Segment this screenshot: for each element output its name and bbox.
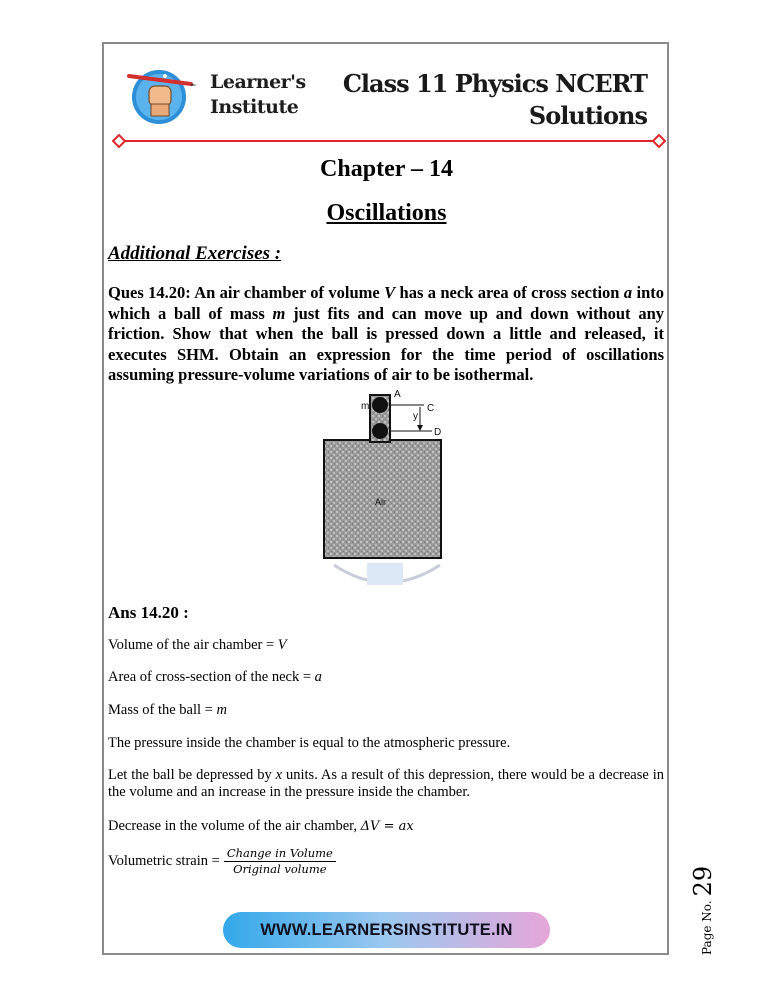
brand-line-2: Institute [210,96,299,118]
label-d: D [434,427,442,438]
section-heading: Additional Exercises : [108,243,282,264]
answer-line-volume: Volume of the air chamber = V [108,637,287,653]
answer-line-volume-decrease: Decrease in the volume of the air chamber, ΔV = ax [108,818,414,834]
header-title-line-1: Class 11 Physics NCERT [342,69,647,98]
brand-line-1: Learner's [210,71,306,93]
answer-line-volumetric-strain: Volumetric strain = $\frac{\text{Change in Volume}}{\text{Original volume}}$ [108,846,336,877]
brand-name [210,70,306,120]
ball-position-d [372,423,388,439]
watermark-block [367,563,403,585]
answer-line-area: Area of cross-section of the neck = a [108,669,322,685]
strain-fraction: $\frac{\text{Change in Volume}}{\text{Original volume}}$ [224,846,336,877]
answer-line-pressure: The pressure inside the chamber is equal to the atmospheric pressure. [108,735,511,751]
header-title-line-2: Solutions [528,101,647,130]
chapter-heading: Chapter – 14 [320,156,453,182]
learners-institute-logo [125,64,197,126]
label-m: m [361,401,370,412]
label-air: Air [375,497,386,507]
answer-line-mass: Mass of the ball = m [108,702,227,718]
answer-heading: Ans 14.20 : [108,603,189,622]
ball-position-a [372,397,388,413]
answer-para-depression: Let the ball be depressed by x units. As a result of this depression, there would be a decrease in the volume and an increase in the pressure inside the chamber. [108,767,664,800]
label-y: y [413,411,418,422]
page-number: Page No.29 [689,865,717,955]
delta-v-formula: ΔV = ax [360,819,414,834]
label-a: A [394,389,401,400]
question-text: Ques 14.20: An air chamber of volume V has a neck area of cross section a into which a ball of mass m just fits and can move up and down without any friction. Show that when the ball is pressed down a little and released, it executes SHM. Obtain an expression for the time period of oscillations assuming pressure-volume variations of air to be isothermal. [108,283,665,384]
website-link[interactable]: WWW.LEARNERSINSTITUTE.IN [223,912,550,948]
air-chamber-figure [312,385,462,590]
header-divider [112,134,666,148]
chapter-title: Oscillations [326,200,447,226]
header-title [343,68,647,132]
label-c: C [427,403,435,414]
